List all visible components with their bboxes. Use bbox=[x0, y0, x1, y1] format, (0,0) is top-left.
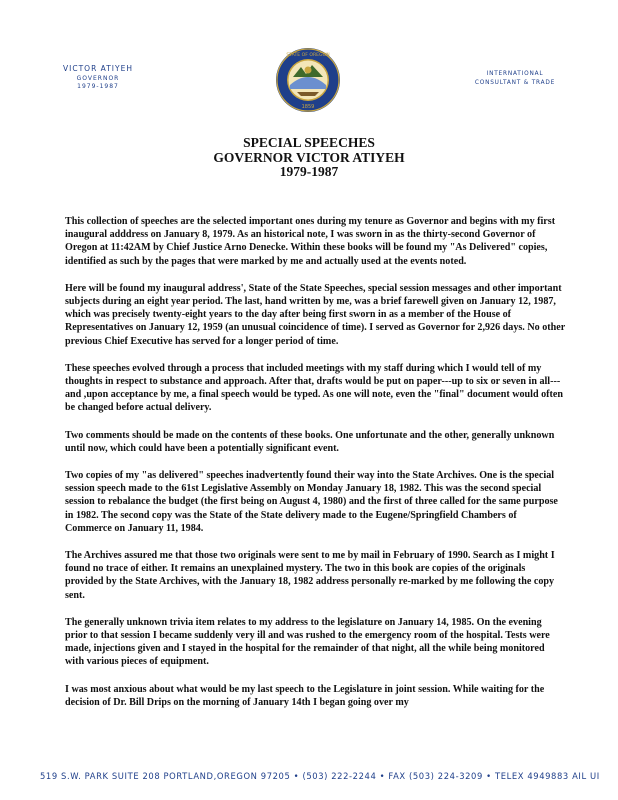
title-line-3: 1979-1987 bbox=[279, 164, 339, 179]
letterhead-name: VICTOR ATIYEH bbox=[63, 64, 133, 73]
letterhead-role: GOVERNOR bbox=[76, 75, 120, 82]
paragraph: This collection of speeches are the selected important ones during my tenure as Governor and begins with my first inaugural adddress on January 8, 1979. As an historical note, I was sworn in as the thirty-second Governor of Oregon at 11:42AM by Chief Justice Arno Denecke. Within these books will be found my "As Delivered" copies, identified as such by the pages that were marked by me and actually used at the events noted. bbox=[65, 216, 556, 267]
footer-address: 519 S.W. PARK SUITE 208 PORTLAND,OREGON 97205 • (503) 222-2244 • FAX (503) 224-3209 • TELEX 4949883 AIL UI bbox=[40, 771, 600, 781]
paragraph: These speeches evolved through a process that included meetings with my staff during which I would tell of my thoughts in respect to substance and approach. After that, drafts would be put on paper---up to six or seven in all---and ,upon acceptance by me, a final speech would be typed. As one will note, even the "final" document would often be changed before actual delivery. bbox=[65, 362, 563, 414]
paragraph: Two copies of my "as delivered" speeches inadvertently found their way into the State Archives. One is the special session speech made to the 61st Legislative Assembly on Monday January 18, 1982. This was the second special session to rebalance the budget (the first being on August 4, 1980) and the first of three called for the same purpose in 1982. The second copy was the State of the State delivery made to the Eugene/Springfield Chambers of Commerce on January 11, 1984. bbox=[65, 470, 558, 534]
letterhead-consultant-line1: INTERNATIONAL bbox=[486, 71, 544, 77]
letterhead-left bbox=[58, 64, 138, 90]
document-body bbox=[65, 215, 565, 709]
letterhead-consultant-line2: CONSULTANT & TRADE bbox=[474, 79, 556, 86]
letterhead-right bbox=[470, 70, 560, 88]
document-title bbox=[0, 136, 618, 180]
title-line-2: GOVERNOR VICTOR ATIYEH bbox=[213, 149, 405, 165]
paragraph: Two comments should be made on the contents of these books. One unfortunate and the other, generally unknown until now, which could have been a potentially significant event. bbox=[65, 429, 555, 454]
oregon-state-seal-logo bbox=[275, 47, 341, 113]
paragraph: I was most anxious about what would be my last speech to the Legislature in joint session. While waiting for the decision of Dr. Bill Drips on the morning of January 14th I began going over my bbox=[65, 683, 545, 708]
paragraph: Here will be found my inaugural address', State of the State Speeches, special session messages and other important subjects during an eight year period. The last, hand written by me, was a brief farewell given on January 12, 1987, which was precisely twenty-eight years to the day after being first sworn in as a member of the House of Representatives on January 12, 1959 (an unusual coincidence of time). I served as Governor for 2,926 days. No other previous Chief Executive has served for a longer period of time. bbox=[65, 282, 565, 347]
paragraph: The Archives assured me that those two originals were sent to me by mail in February of 1990. Search as I might I found no trace of either. It remains an unexplained mystery. The two in this book are copies of the originals provided by the State Archives, with the January 18, 1982 address personally re-marked by me following the copy sent. bbox=[65, 550, 555, 601]
letterhead-years: 1979-1987 bbox=[77, 83, 119, 90]
svg-text:STATE OF OREGON: STATE OF OREGON bbox=[286, 53, 330, 59]
svg-text:1859: 1859 bbox=[301, 104, 315, 110]
title-line-1: SPECIAL SPEECHES bbox=[243, 135, 375, 150]
paragraph: The generally unknown trivia item relates to my address to the legislature on January 14, 1985. On the evening prior to that session I became suddenly very ill and was rushed to the emergency room of the hospital. Tests were made, injections given and I stayed in the hospital for the remainder of that night, all the while being monitored with various pieces of equipment. bbox=[65, 616, 550, 668]
